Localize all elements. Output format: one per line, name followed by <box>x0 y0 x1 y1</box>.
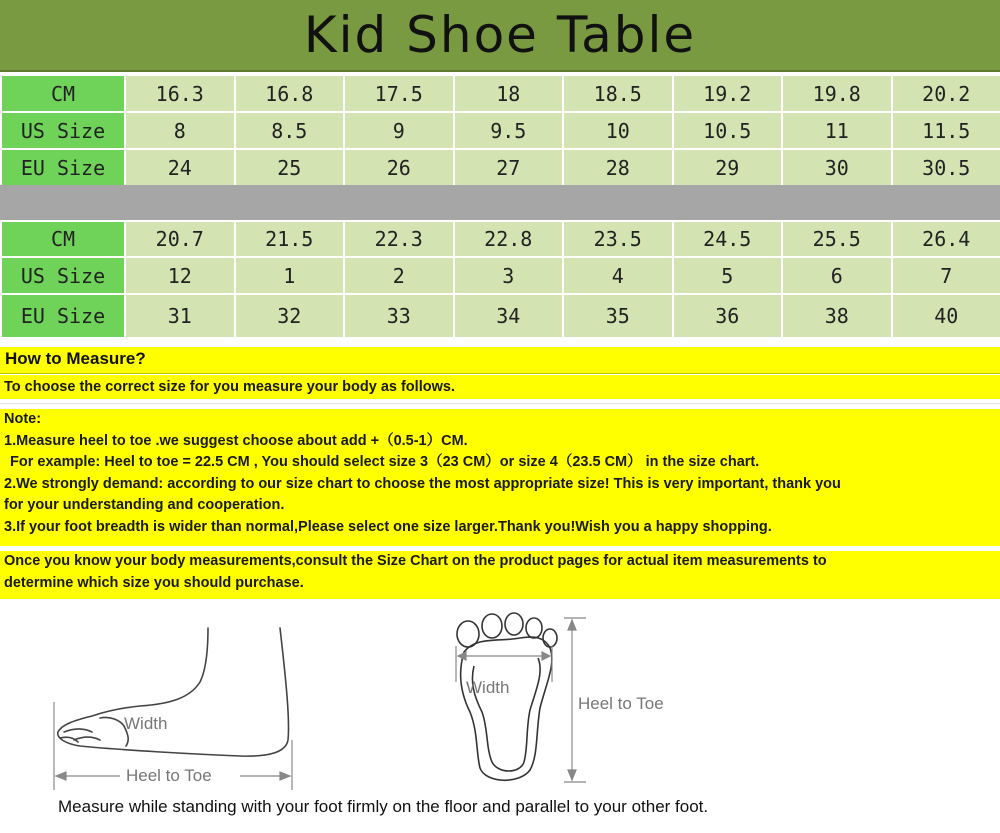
table-cell: 16.8 <box>235 75 345 112</box>
table-cell: 18.5 <box>563 75 673 112</box>
table-cell: 40 <box>892 294 1000 338</box>
notes-heading: Note: <box>4 411 42 427</box>
table-cell: 22.3 <box>344 221 454 257</box>
table-row <box>1 257 1000 294</box>
table-cell: 19.8 <box>782 75 892 112</box>
table-cell: 21.5 <box>235 221 345 257</box>
size-table-1 <box>0 74 1000 187</box>
note-line: For example: Heel to toe = 22.5 CM , You should select size 3（23 CM）or size 4（23.5 CM） in the size chart. <box>10 454 760 470</box>
table-row <box>1 221 1000 257</box>
table-cell: 3 <box>454 257 564 294</box>
table-cell: 16.3 <box>125 75 235 112</box>
summary-line: Once you know your body measurements,consult the Size Chart on the product pages for actual item measurements to <box>4 553 827 569</box>
side-width-label: Width <box>124 714 168 733</box>
table-cell: 20.7 <box>125 221 235 257</box>
table-cell: 31 <box>125 294 235 338</box>
table-divider <box>0 185 1000 220</box>
table-cell: 10 <box>563 112 673 149</box>
table-cell: 2 <box>344 257 454 294</box>
summary-block <box>0 551 1000 599</box>
measure-intro-block <box>0 375 1000 399</box>
table-cell: 20.2 <box>892 75 1000 112</box>
table-cell: 7 <box>892 257 1000 294</box>
table-cell: 30 <box>782 149 892 186</box>
notes-block <box>0 409 1000 546</box>
table-cell: 24 <box>125 149 235 186</box>
note-line: 3.If your foot breadth is wider than normal,Please select one size larger.Thank you!Wish you a happy shopping. <box>4 518 772 535</box>
summary-line: determine which size you should purchase. <box>4 574 304 591</box>
table-cell: 29 <box>673 149 783 186</box>
note-line: for your understanding and cooperation. <box>4 497 285 513</box>
table-cell: 25 <box>235 149 345 186</box>
note-line: 1.Measure heel to toe .we suggest choose about add +（0.5-1）CM. <box>4 432 468 449</box>
table-cell: 9.5 <box>454 112 564 149</box>
row-label-us-size: US Size <box>1 112 125 149</box>
table-cell: 38 <box>782 294 892 338</box>
table-row <box>1 149 1000 186</box>
table-cell: 11.5 <box>892 112 1000 149</box>
table-cell: 26.4 <box>892 221 1000 257</box>
table-cell: 33 <box>344 294 454 338</box>
table-cell: 34 <box>454 294 564 338</box>
table-cell: 23.5 <box>563 221 673 257</box>
table-cell: 27 <box>454 149 564 186</box>
side-length-label: Heel to Toe <box>126 766 212 785</box>
row-label-us-size: US Size <box>1 257 125 294</box>
row-label-cm: CM <box>1 75 125 112</box>
top-length-label: Heel to Toe <box>578 694 664 713</box>
table-cell: 18 <box>454 75 564 112</box>
title-bar <box>0 0 1000 72</box>
side-foot-diagram <box>40 620 310 790</box>
table-row <box>1 294 1000 338</box>
table-cell: 35 <box>563 294 673 338</box>
table-cell: 5 <box>673 257 783 294</box>
table-cell: 8 <box>125 112 235 149</box>
size-table-2 <box>0 220 1000 339</box>
table-cell: 11 <box>782 112 892 149</box>
how-to-measure-heading-block <box>0 347 1000 374</box>
table-cell: 9 <box>344 112 454 149</box>
top-width-label: Width <box>466 678 510 697</box>
table-row <box>1 112 1000 149</box>
table-cell: 28 <box>563 149 673 186</box>
table-cell: 4 <box>563 257 673 294</box>
table-cell: 36 <box>673 294 783 338</box>
table-cell: 1 <box>235 257 345 294</box>
measure-intro: To choose the correct size for you measure your body as follows. <box>4 379 455 395</box>
table-cell: 12 <box>125 257 235 294</box>
table-cell: 8.5 <box>235 112 345 149</box>
table-cell: 24.5 <box>673 221 783 257</box>
divider <box>0 403 1000 404</box>
table-cell: 22.8 <box>454 221 564 257</box>
table-cell: 6 <box>782 257 892 294</box>
table-cell: 30.5 <box>892 149 1000 186</box>
row-label-eu-size: EU Size <box>1 149 125 186</box>
how-to-measure-heading: How to Measure? <box>5 349 146 368</box>
row-label-eu-size: EU Size <box>1 294 125 338</box>
table-cell: 32 <box>235 294 345 338</box>
table-row <box>1 75 1000 112</box>
row-label-cm: CM <box>1 221 125 257</box>
table-cell: 10.5 <box>673 112 783 149</box>
table-cell: 25.5 <box>782 221 892 257</box>
note-line: 2.We strongly demand: according to our size chart to choose the most appropriate size! This is very important, thank you <box>4 475 841 492</box>
measure-caption: Measure while standing with your foot firmly on the floor and parallel to your other foot. <box>58 797 709 816</box>
table-cell: 26 <box>344 149 454 186</box>
page-title: Kid Shoe Table <box>303 6 697 64</box>
table-cell: 19.2 <box>673 75 783 112</box>
table-cell: 17.5 <box>344 75 454 112</box>
